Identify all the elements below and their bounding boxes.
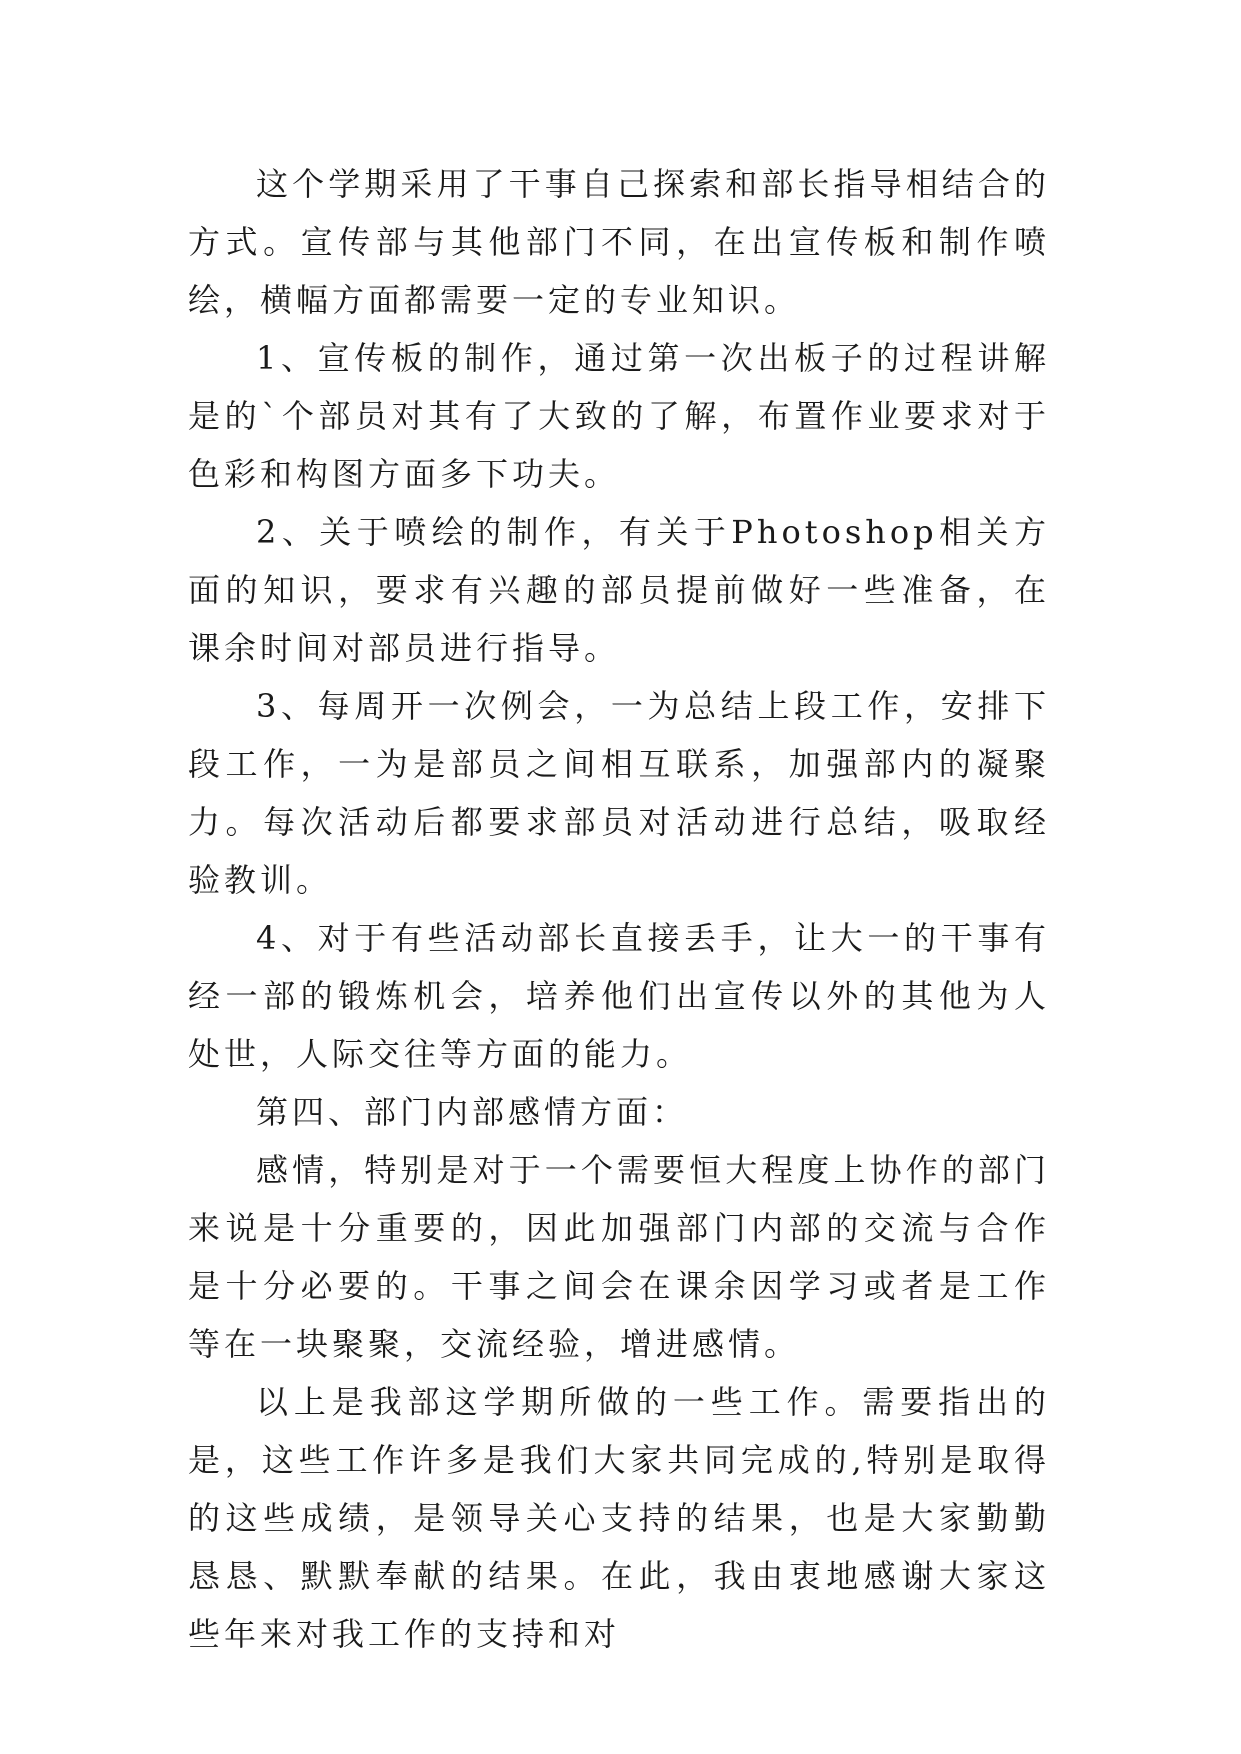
- paragraph-item-1-board: 1、宣传板的制作，通过第一次出板子的过程讲解是的`个部员对其有了大致的了解，布置作业要求对于色彩和构图方面多下功夫。: [188, 339, 1050, 493]
- document-body: [188, 155, 1050, 1663]
- paragraph-work-method: 这个学期采用了干事自己探索和部长指导相结合的方式。宣传部与其他部门不同，在出宣传板和制作喷绘，横幅方面都需要一定的专业知识。: [188, 165, 1050, 319]
- section-heading-four: 第四、部门内部感情方面：: [256, 1093, 689, 1131]
- paragraph-item-3-meeting: 3、每周开一次例会，一为总结上段工作，安排下段工作，一为是部员之间相互联系，加强部内的凝聚力。每次活动后都要求部员对活动进行总结，吸取经验教训。: [188, 687, 1050, 899]
- paragraph-emotion: 感情，特别是对于一个需要恒大程度上协作的部门来说是十分重要的，因此加强部门内部的交流与合作是十分必要的。干事之间会在课余因学习或者是工作等在一块聚聚，交流经验，增进感情。: [188, 1151, 1050, 1363]
- paragraph-item-2-painting: 2、关于喷绘的制作，有关于Photoshop相关方面的知识，要求有兴趣的部员提前做好一些准备，在课余时间对部员进行指导。: [188, 513, 1050, 667]
- paragraph-summary: 以上是我部这学期所做的一些工作。需要指出的是，这些工作许多是我们大家共同完成的,特别是取得的这些成绩，是领导关心支持的结果，也是大家勤勤恳恳、默默奉献的结果。在此，我由衷地感谢大家这些年来对我工作的支持和对: [188, 1383, 1050, 1653]
- paragraph-item-4-delegation: 4、对于有些活动部长直接丢手，让大一的干事有经一部的锻炼机会，培养他们出宣传以外的其他为人处世，人际交往等方面的能力。: [188, 919, 1050, 1073]
